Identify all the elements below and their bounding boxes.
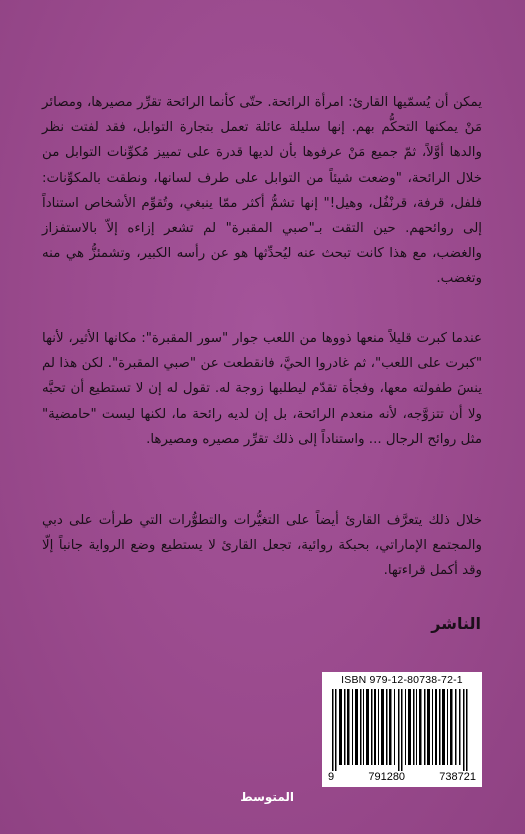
isbn-barcode-box — [322, 672, 482, 787]
publisher-signature: الناشر — [431, 614, 481, 633]
paragraph-text: عندما كبرت قليلاً منعها ذووها من اللعب جوار "سور المقبرة": مكانها الأثير، لأنها "كبرت على اللعب"، ثم غادروا الحيَّ، فانقطعت عن "صبي المقبرة". لكن هذا لم ينسَ طفولته معها، وفجأة تقدّم ليطلبها زوجة له. تقول له إن لا تستطيع أن تحبَّه ولا أن تتزوَّجه، لأنه منعدم الرائحة، بل إن لديه رائحة ما، لكنها ليست "حامضية" مثل روائح الرجال ... واستناداً إلى ذلك تقرِّر مصيره ومصيرها. — [42, 331, 482, 447]
blurb-paragraph-3 — [42, 508, 482, 584]
barcode-digit-group: 738721 — [439, 771, 476, 783]
blurb-paragraph-2 — [42, 326, 482, 452]
barcode-digits — [322, 771, 482, 783]
barcode-digit-group: 9 — [328, 771, 335, 783]
barcode-icon — [328, 689, 476, 771]
paragraph-text: يمكن أن يُسمّيها القارئ: امرأة الرائحة. حتّى كأنما الرائحة تقرِّر مصيرها، ومصائر مَنْ يمكنها التحكُّم بهم. إنها سليلة عائلة تعمل بتجارة التوابل، فقد لفتت نظر والدها أوَّلاً، ثمّ جميع مَنْ عرفوها بأن لديها قدرة على تمييز مُكوِّنات التوابل من خلال الرائحة، "وضعت شيئاً من التوابل على طرف لسانها، ونطقت بالمكوِّنات: فلفل، قرفة، قرنْفُل، وهيل!" إنها تشمُّ أكثر ممّا ينبغي، وتُقوِّم الأشخاص استناداً إلى روائحهم. حين التقت بـ"صبي المقبرة" لم تشعر إزاءه إلاّ بالاستفزاز والغضب، مع هذا كانت تبحث عنه ليُحدِّثها هو عن رأسه الكبير، وتشمئزُّ هي منه وتغضب. — [42, 95, 482, 287]
blurb-paragraph-1 — [42, 90, 482, 292]
barcode-digit-group: 791280 — [368, 771, 406, 783]
isbn-number: ISBN 979-12-80738-72-1 — [341, 674, 463, 686]
paragraph-text: خلال ذلك يتعرَّف القارئ أيضاً على التغيُّرات والتطوُّرات التي طرأت على دبي والمجتمع الإماراتي، بحبكة روائية، تجعل القارئ لا يستطيع وضع الرواية جانباً إلّا وقد أكمل قراءتها. — [42, 513, 482, 579]
publisher-logo: المتوسط — [240, 790, 294, 804]
